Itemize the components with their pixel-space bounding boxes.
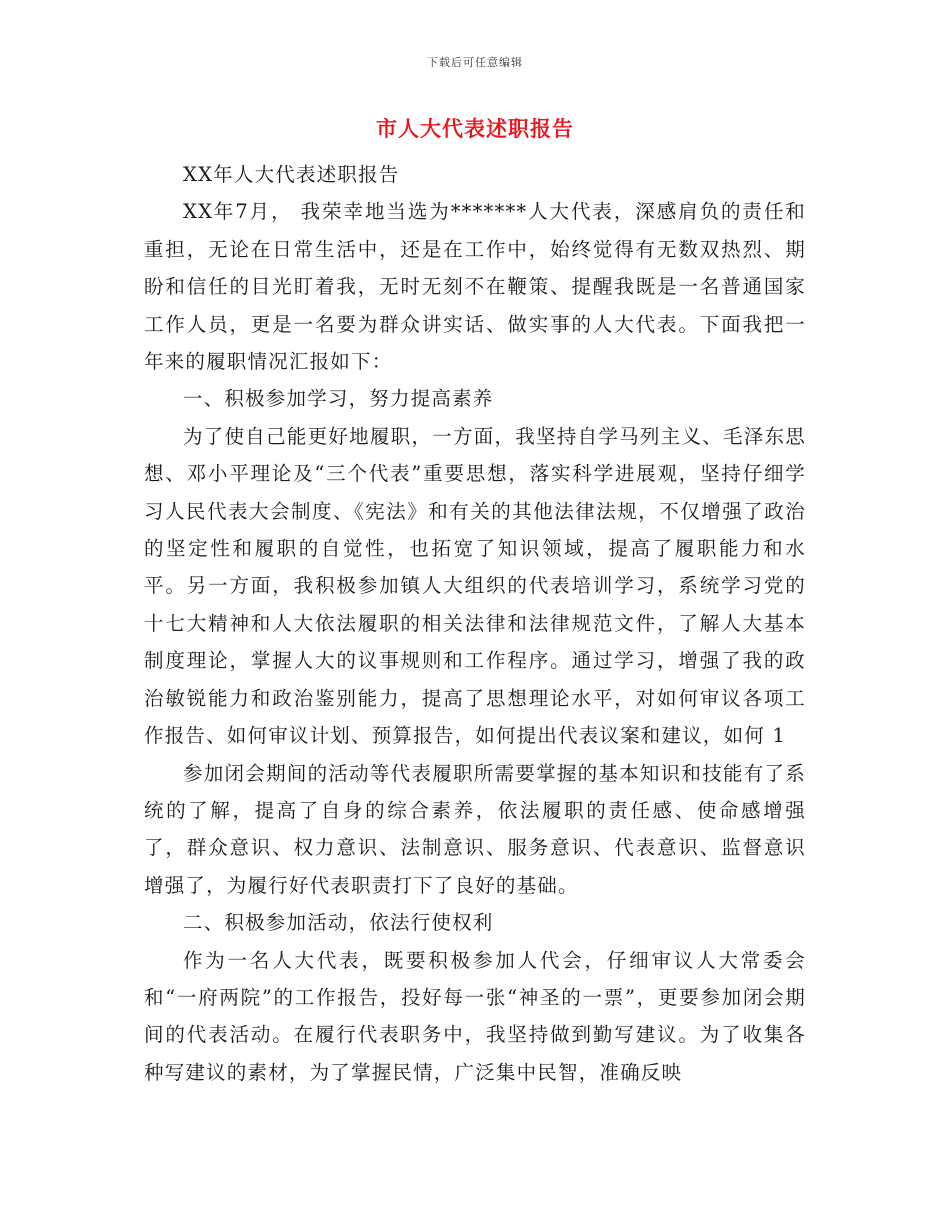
paragraph-subtitle: XX年人大代表述职报告 (183, 163, 400, 186)
paragraph-study-continued: 参加闭会期间的活动等代表履职所需要掌握的基本知识和技能有了系统的了解，提高了自身的综合素养，依法履职的责任感、使命感增强了，群众意识、权力意识、法制意识、服务意识、代表意识、监督意识增强了，为履行好代表职责打下了良好的基础。 (144, 761, 806, 897)
document-title: 市人大代表述职报告 (376, 116, 574, 141)
section-heading-2: 二、积极参加活动，依法行使权利 (183, 911, 494, 935)
document-body (144, 156, 806, 1091)
section-heading-1: 一、积极参加学习，努力提高素养 (183, 387, 494, 411)
paragraph-activities: 作为一名人大代表，既要积极参加人代会，仔细审议人大常委会和“一府两院”的工作报告，投好每一张“神圣的一票”，更要参加闭会期间的代表活动。在履行代表职务中，我坚持做到勤写建议。为了收集各种写建议的素材，为了掌握民情，广泛集中民智，准确反映 (144, 948, 806, 1084)
paragraph-intro: XX年7月， 我荣幸地当选为*******人大代表，深感肩负的责任和重担，无论在日常生活中，还是在工作中，始终觉得有无数双热烈、期盼和信任的目光盯着我，无时无刻不在鞭策、提醒我既是一名普通国家工作人员，更是一名要为群众讲实话、做实事的人大代表。下面我把一年来的履职情况汇报如下： (144, 200, 806, 374)
paragraph-study: 为了使自己能更好地履职，一方面，我坚持自学马列主义、毛泽东思想、邓小平理论及“三个代表”重要思想，落实科学进展观，坚持仔细学习人民代表大会制度、《宪法》和有关的其他法律法规，不仅增强了政治的坚定性和履职的自觉性，也拓宽了知识领域，提高了履职能力和水平。另一方面，我积极参加镇人大组织的代表培训学习，系统学习党的十七大精神和人大依法履职的相关法律和法律规范文件，了解人大基本制度理论，掌握人大的议事规则和工作程序。通过学习，增强了我的政治敏锐能力和政治鉴别能力，提高了思想理论水平，对如何审议各项工作报告、如何审议计划、预算报告，如何提出代表议案和建议，如何 1 (144, 424, 806, 748)
page-header-note: 下载后可任意编辑 (427, 56, 523, 69)
